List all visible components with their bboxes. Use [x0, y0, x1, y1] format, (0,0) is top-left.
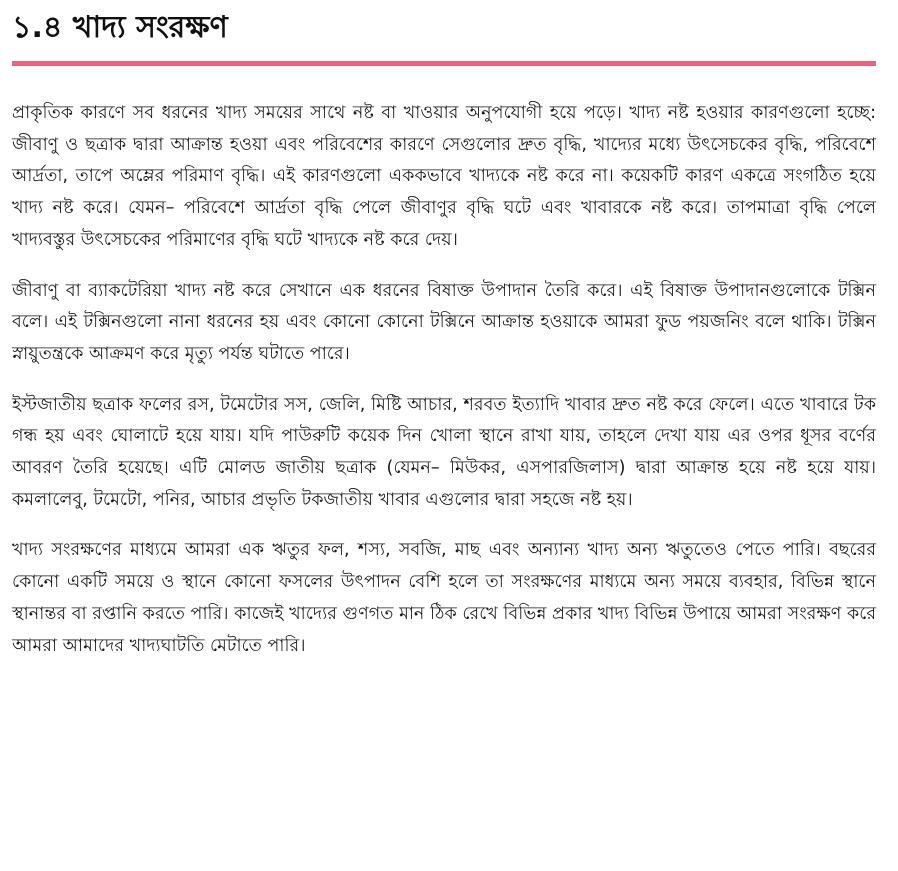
paragraph-bacteria-toxins: জীবাণু বা ব্যাকটেরিয়া খাদ্য নষ্ট করে সেখানে এক ধরনের বিষাক্ত উপাদান তৈরি করে। এই বিষাক্ত উপাদানগুলোকে টক্সিন বলে। এই টক্সিনগুলো নানা ধরনের হয় এবং কোনো কোনো টক্সিনে আক্রান্ত হওয়াকে আমরা ফুড পয়জনিং বলে থাকি। টক্সিন স্নায়ুতন্ত্রকে আক্রমণ করে মৃত্যু পর্যন্ত ঘটাতে পারে।	[12, 280, 876, 364]
section-title: ১.৪ খাদ্য সংরক্ষণ	[12, 10, 228, 45]
paragraph-yeast-mold-fungi: ইস্টজাতীয় ছত্রাক ফলের রস, টমেটোর সস, জেলি, মিষ্টি আচার, শরবত ইত্যাদি খাবার দ্রুত নষ্ট করে ফেলে। এতে খাবারে টক গন্ধ হয় এবং ঘোলাটে হয়ে যায়। যদি পাউরুটি কয়েক দিন খোলা স্থানে রাখা যায়, তাহলে দেখা যায় এর ওপর ধূসর বর্ণের আবরণ তৈরি হয়েছে। এটি মোলড জাতীয় ছত্রাক (যেমন– মিউকর, এসপারজিলাস) দ্বারা আক্রান্ত হয়ে নষ্ট হয়ে যায়। কমলালেবু, টমেটো, পনির, আচার প্রভৃতি টকজাতীয় খাবার এগুলোর দ্বারা সহজে নষ্ট হয়।	[12, 394, 876, 510]
body-text	[12, 98, 876, 681]
paragraph-food-spoilage-causes: প্রাকৃতিক কারণে সব ধরনের খাদ্য সময়ের সাথে নষ্ট বা খাওয়ার অনুপযোগী হয়ে পড়ে। খাদ্য নষ্ট হওয়ার কারণগুলো হচ্ছে: জীবাণু ও ছত্রাক দ্বারা আক্রান্ত হওয়া এবং পরিবেশের কারণে সেগুলোর দ্রুত বৃদ্ধি, খাদ্যের মধ্যে উৎসেচকের বৃদ্ধি, পরিবেশে আর্দ্রতা, তাপে অম্লের পরিমাণ বৃদ্ধি। এই কারণগুলো এককভাবে খাদ্যকে নষ্ট করে না। কয়েকটি কারণ একত্রে সংগঠিত হয়ে খাদ্য নষ্ট করে। যেমন– পরিবেশে আর্দ্রতা বৃদ্ধি পেলে জীবাণুর বৃদ্ধি ঘটে এবং খাবারকে নষ্ট করে। তাপমাত্রা বৃদ্ধি পেলে খাদ্যবস্তুর উৎসেচকের পরিমাণের বৃদ্ধি ঘটে খাদ্যকে নষ্ট করে দেয়।	[12, 103, 876, 250]
title-divider	[12, 61, 876, 66]
paragraph-preservation-benefits: খাদ্য সংরক্ষণের মাধ্যমে আমরা এক ঋতুর ফল, শস্য, সবজি, মাছ এবং অন্যান্য খাদ্য অন্য ঋতুতেও পেতে পারি। বছরের কোনো একটি সময়ে ও স্থানে কোনো ফসলের উৎপাদন বেশি হলে তা সংরক্ষণের মাধ্যমে অন্য সময়ে ব্যবহার, বিভিন্ন স্থানে স্থানান্তর বা রপ্তানি করতে পারি। কাজেই খাদ্যের গুণগত মান ঠিক রেখে বিভিন্ন প্রকার খাদ্য বিভিন্ন উপায়ে আমরা সংরক্ষণ করে আমরা আমাদের খাদ্যঘাটতি মেটাতে পারি।	[12, 540, 876, 656]
